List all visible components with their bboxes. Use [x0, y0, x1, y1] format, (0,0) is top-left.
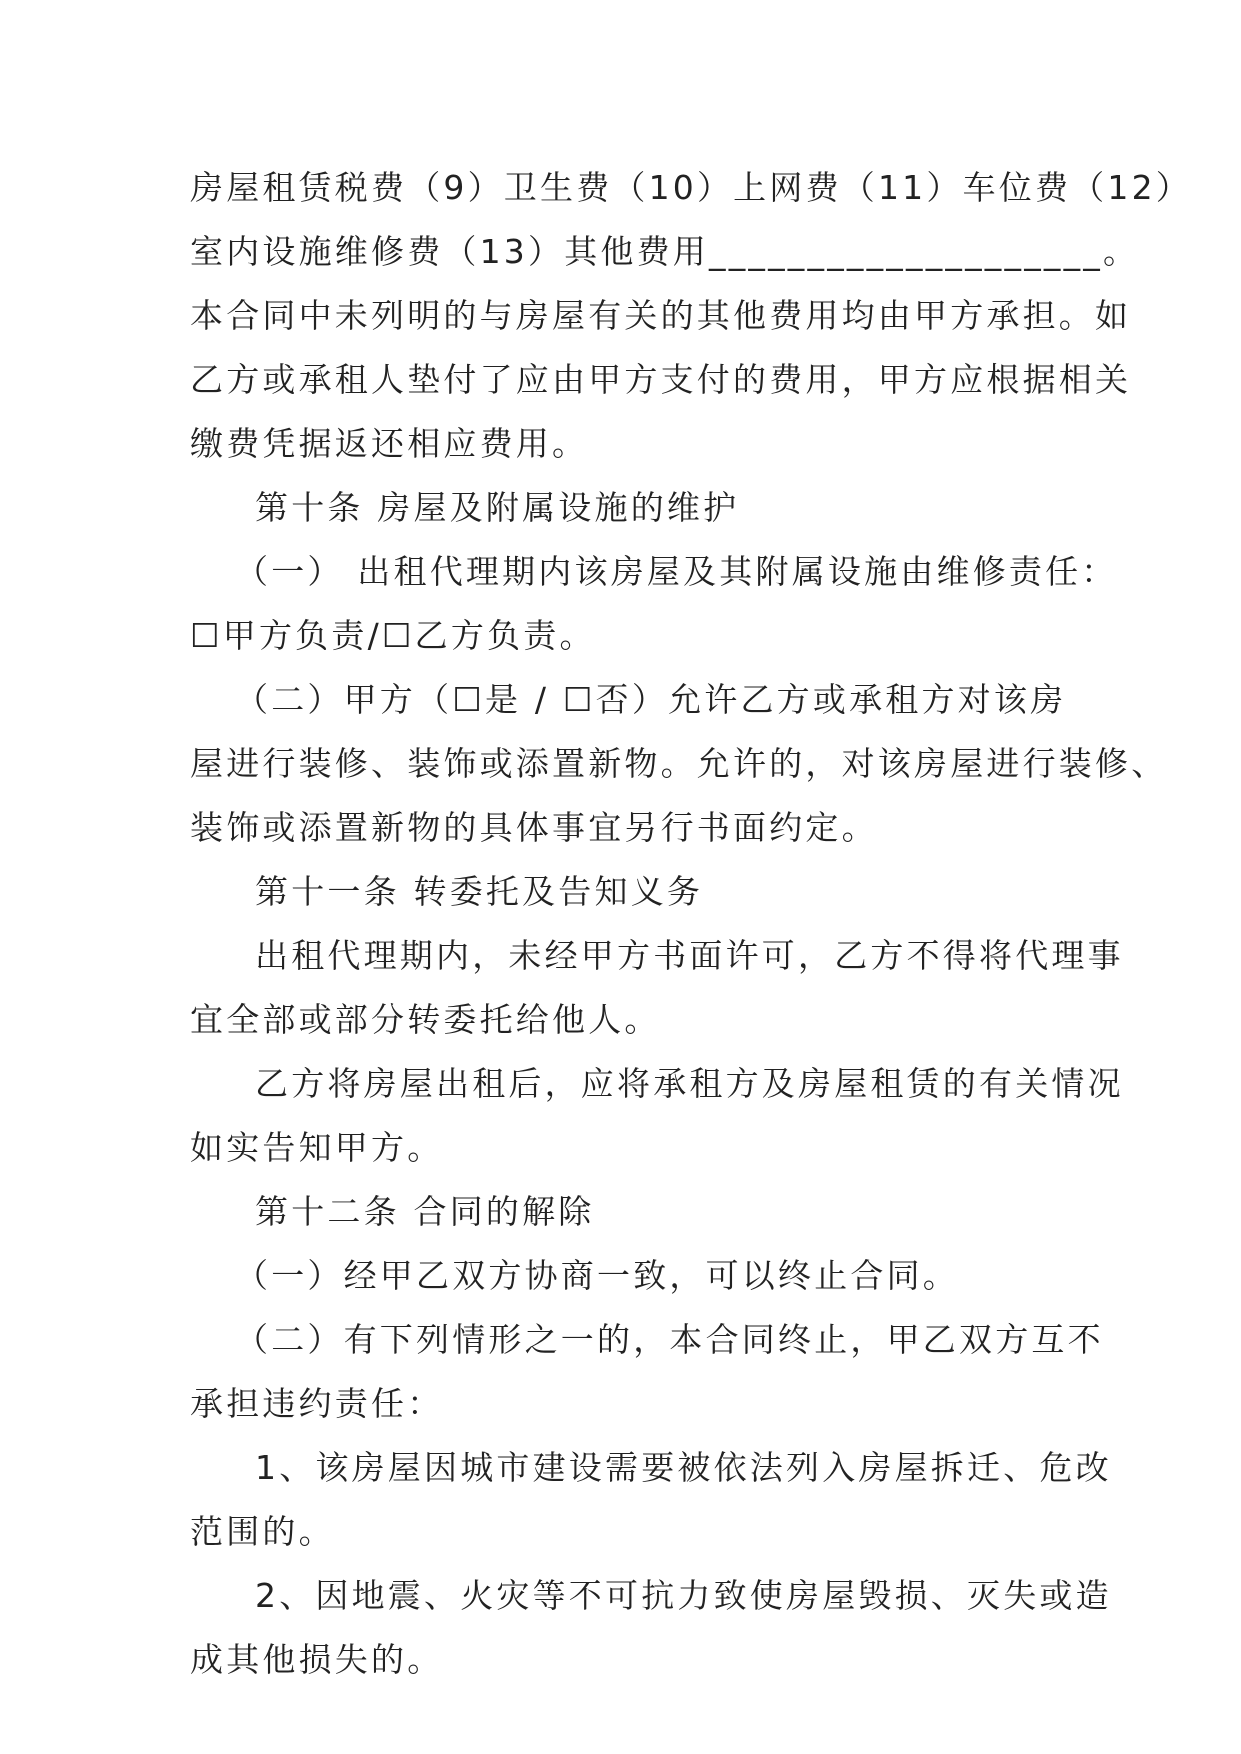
clause-12-2-item-1: 1、该房屋因城市建设需要被依法列入房屋拆迁、危改 — [255, 1448, 1112, 1487]
clause-11-paragraph-1: 出租代理期内，未经甲方书面许可，乙方不得将代理事 — [255, 936, 1124, 975]
clause-12-2-item-1-line-2: 范围的。 — [190, 1512, 335, 1551]
text-line-fees-list: 房屋租赁税费（9）卫生费（10）上网费（11）车位费（12） — [190, 168, 1192, 207]
text-line-refund: 缴费凭据返还相应费用。 — [190, 424, 589, 463]
clause-10-1-options: ☐甲方负责/☐乙方负责。 — [190, 616, 596, 655]
clause-11-paragraph-2-line-2: 如实告知甲方。 — [190, 1128, 444, 1167]
section-heading-article-11: 第十一条 转委托及告知义务 — [255, 872, 704, 911]
text-line-advance-payment: 乙方或承租人垫付了应由甲方支付的费用，甲方应根据相关 — [190, 360, 1132, 399]
clause-10-2-line-2: 屋进行装修、装饰或添置新物。允许的，对该房屋进行装修、 — [190, 744, 1168, 783]
clause-12-2: （二）有下列情形之一的，本合同终止，甲乙双方互不 — [235, 1320, 1104, 1359]
text-line-other-fees: 室内设施维修费（13）其他费用____________________。 — [190, 232, 1140, 271]
clause-10-1: （一） 出租代理期内该房屋及其附属设施由维修责任： — [235, 552, 1118, 591]
text-line-unlisted-fees: 本合同中未列明的与房屋有关的其他费用均由甲方承担。如 — [190, 296, 1132, 335]
section-heading-article-12: 第十二条 合同的解除 — [255, 1192, 595, 1231]
clause-10-2: （二）甲方（☐是 / ☐否）允许乙方或承租方对该房 — [235, 680, 1067, 719]
clause-12-2-item-2-line-2: 成其他损失的。 — [190, 1640, 444, 1679]
clause-11-paragraph-2: 乙方将房屋出租后，应将承租方及房屋租赁的有关情况 — [255, 1064, 1124, 1103]
clause-12-1: （一）经甲乙双方协商一致，可以终止合同。 — [235, 1256, 959, 1295]
clause-12-2-item-2: 2、因地震、火灾等不可抗力致使房屋毁损、灭失或造 — [255, 1576, 1112, 1615]
clause-12-2-line-2: 承担违约责任： — [190, 1384, 444, 1423]
clause-11-paragraph-1-line-2: 宜全部或部分转委托给他人。 — [190, 1000, 661, 1039]
document-body — [190, 156, 1192, 1692]
clause-10-2-line-3: 装饰或添置新物的具体事宜另行书面约定。 — [190, 808, 878, 847]
section-heading-article-10: 第十条 房屋及附属设施的维护 — [255, 488, 740, 527]
